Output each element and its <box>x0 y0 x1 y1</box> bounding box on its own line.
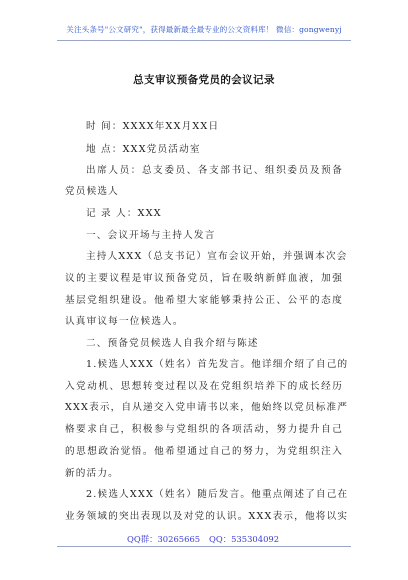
attendees-line: 出席人员：总支委员、各支部书记、组织委员及预备 <box>86 165 343 176</box>
paragraph-line: 入党动机、思想转变过程以及在党组织培养下的成长经历 <box>65 381 343 392</box>
meeting-time-line: 时 间：XXXX年XX月XX日 <box>86 121 220 132</box>
footer-qq-contact: QQ：535304092 <box>209 534 280 544</box>
meeting-place-line: 地 点：XXX党员活动室 <box>86 144 201 155</box>
paragraph-line: 1.候选人XXX（姓名）首先发言。他详细介绍了自己的 <box>86 359 349 370</box>
paragraph-line: 基层党组织建设。他希望大家能够秉持公正、公平的态度 <box>65 295 343 306</box>
section-heading-2: 二、预备党员候选人自我介绍与陈述 <box>86 338 259 349</box>
header-divider <box>57 40 351 41</box>
paragraph-line: 主持人XXX（总支书记）宣布会议开始，并强调本次会 <box>86 251 348 262</box>
paragraph-line: 认真审议每一位候选人。 <box>65 316 184 327</box>
recorder-line: 记 录 人：XXX <box>86 208 162 219</box>
paragraph-line: XXX表示，自从递交入党申请书以来，他始终以党员标准严 <box>65 402 349 413</box>
paragraph-line: 格要求自己，积极参与党组织的各项活动，努力提升自己 <box>65 424 343 435</box>
paragraph-line: 的思想政治觉悟。他希望通过自己的努力，为党组织注入 <box>65 446 343 457</box>
attendees-line-cont: 党员候选人 <box>65 186 119 197</box>
footer-divider <box>57 546 351 547</box>
header-banner: 关注头条号"公文研究"，获得最新最全最专业的公文资料库！ 微信：gongwenyj <box>66 25 342 34</box>
paragraph-line: 议的主要议程是审议预备党员，旨在吸纳新鲜血液，加强 <box>65 273 343 284</box>
footer-qq-group: QQ群：30265665 <box>127 534 201 544</box>
paragraph-line: 新的活力。 <box>65 468 119 479</box>
paragraph-line: 2.候选人XXX（姓名）随后发言。他重点阐述了自己在 <box>86 489 349 500</box>
paragraph-line: 业务领域的突出表现以及对党的认识。XXX表示，他将以实 <box>65 511 349 522</box>
section-heading-1: 一、会议开场与主持人发言 <box>86 230 216 241</box>
document-title: 总支审议预备党员的会议记录 <box>133 74 275 86</box>
